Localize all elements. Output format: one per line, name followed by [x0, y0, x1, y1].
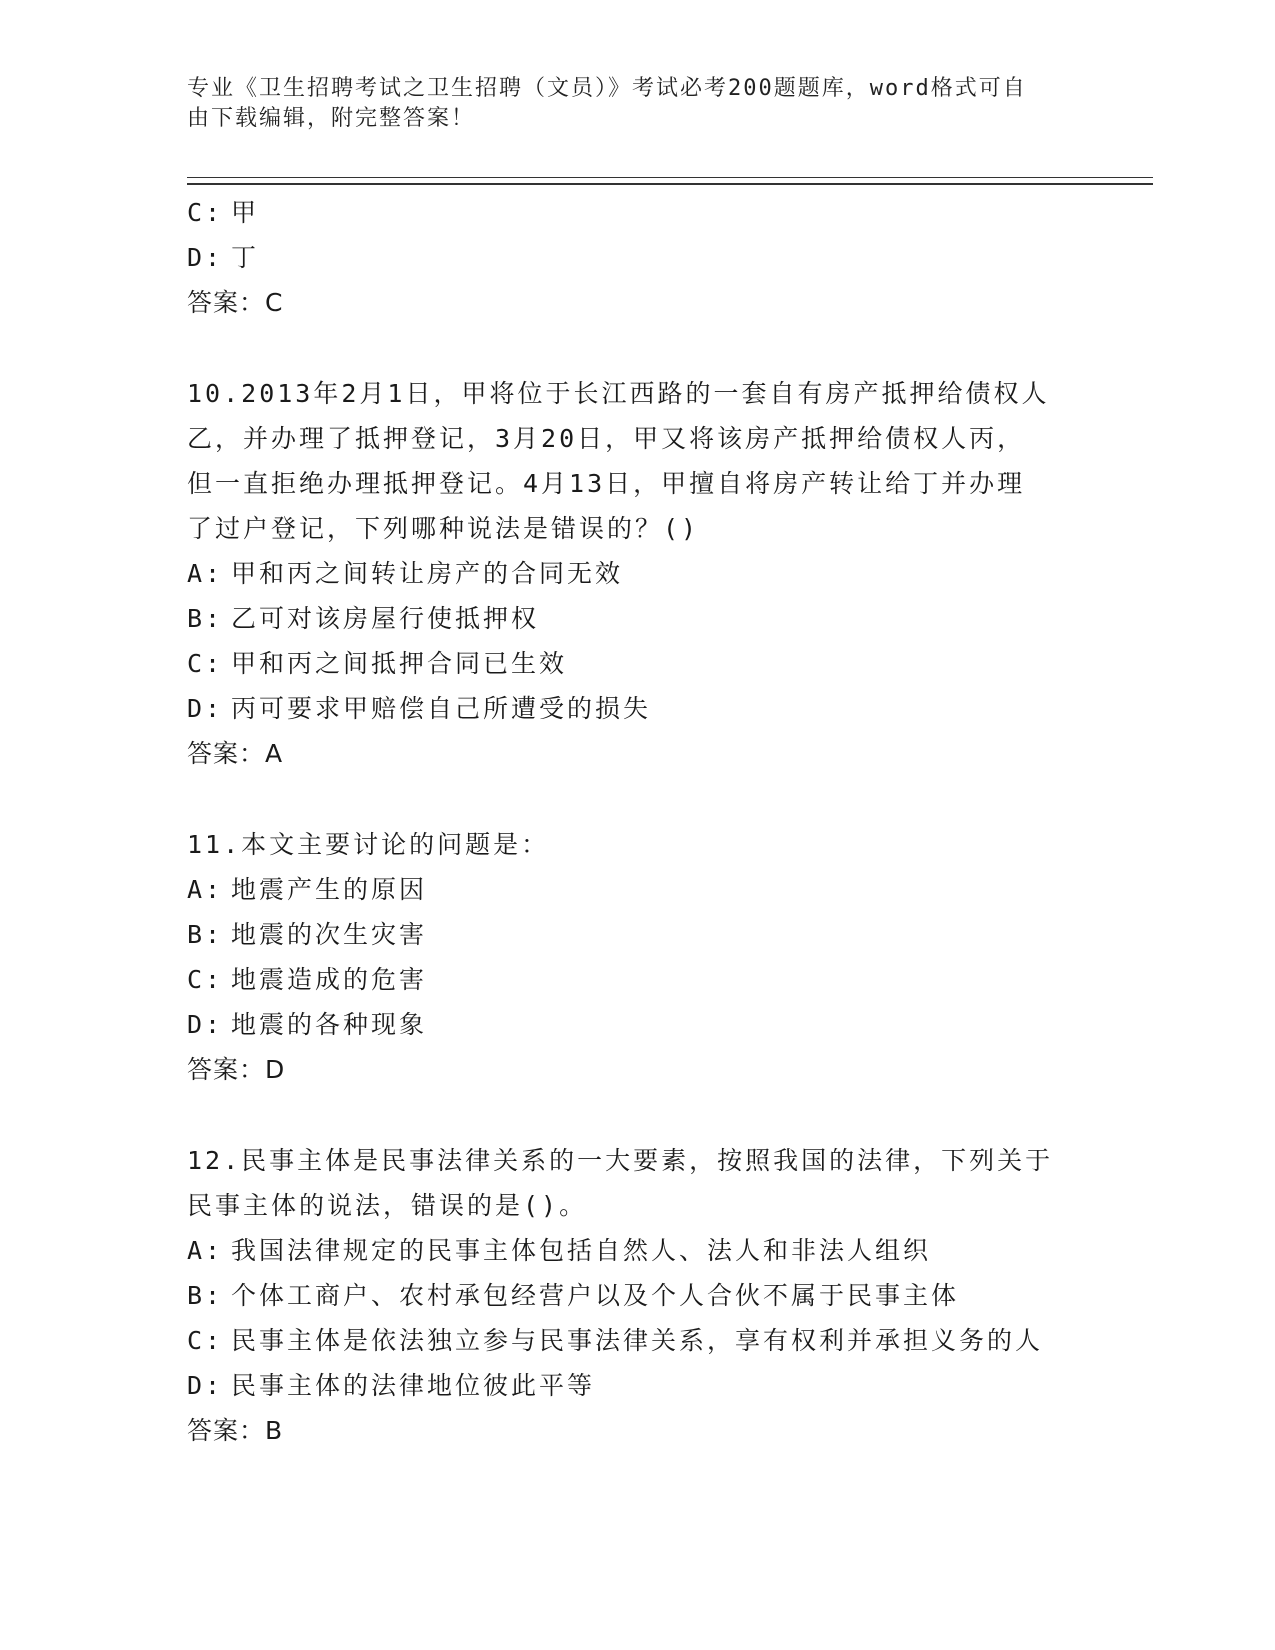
option-a: [187, 1228, 1087, 1273]
spacer: [187, 325, 1087, 371]
answer-line: 答案：D: [187, 1055, 286, 1084]
question-stem-line: 11.本文主要讨论的问题是：: [187, 830, 550, 859]
option-letter: B:: [187, 604, 224, 633]
question-11: [187, 822, 1087, 1092]
option-letter: C:: [187, 198, 224, 227]
option-letter: B:: [187, 1281, 224, 1310]
option-c: [187, 641, 1087, 686]
question-stem-line: 12.民事主体是民事法律关系的一大要素，按照我国的法律，下列关于: [187, 1146, 1054, 1175]
option-text: 我国法律规定的民事主体包括自然人、法人和非法人组织: [231, 1236, 932, 1265]
option-letter: B:: [187, 920, 224, 949]
spacer: [187, 776, 1087, 822]
option-text: 甲和丙之间转让房产的合同无效: [231, 559, 624, 588]
option-letter: D:: [187, 243, 224, 272]
option-text: 地震造成的危害: [231, 965, 428, 994]
option-text: 乙可对该房屋行使抵押权: [231, 604, 540, 633]
option-d: [187, 235, 1087, 280]
option-d: [187, 1363, 1087, 1408]
option-d: [187, 686, 1087, 731]
option-letter: D:: [187, 694, 224, 723]
question-list: [187, 190, 1087, 1453]
option-letter: A:: [187, 1236, 224, 1265]
option-text: 地震的次生灾害: [231, 920, 428, 949]
option-c: [187, 190, 1087, 235]
document-header: [187, 74, 1087, 134]
question-stem-line: 但一直拒绝办理抵押登记。4月13日，甲擅自将房产转让给丁并办理: [187, 469, 1026, 498]
option-letter: A:: [187, 875, 224, 904]
question-12: [187, 1138, 1087, 1453]
option-text: 丙可要求甲赔偿自己所遭受的损失: [231, 694, 652, 723]
option-text: 民事主体是依法独立参与民事法律关系，享有权利并承担义务的人: [231, 1326, 1044, 1355]
option-text: 甲和丙之间抵押合同已生效: [231, 649, 568, 678]
option-letter: C:: [187, 1326, 224, 1355]
question-stem-line: 民事主体的说法，错误的是()。: [187, 1191, 588, 1220]
option-c: [187, 1318, 1087, 1363]
option-d: [187, 1002, 1087, 1047]
question-stem-line: 乙，并办理了抵押登记，3月20日，甲又将该房产抵押给债权人丙，: [187, 424, 1026, 453]
option-b: [187, 912, 1087, 957]
option-b: [187, 596, 1087, 641]
answer-line: 答案：C: [187, 288, 284, 317]
answer-line: 答案：B: [187, 1416, 284, 1445]
option-a: [187, 551, 1087, 596]
option-text: 个体工商户、农村承包经营户以及个人合伙不属于民事主体: [231, 1281, 960, 1310]
option-letter: D:: [187, 1010, 224, 1039]
question-stem-line: 了过户登记，下列哪种说法是错误的？(): [187, 514, 700, 543]
option-letter: C:: [187, 649, 224, 678]
option-text: 丁: [231, 243, 260, 272]
option-b: [187, 1273, 1087, 1318]
option-c: [187, 957, 1087, 1002]
option-letter: C:: [187, 965, 224, 994]
option-letter: A:: [187, 559, 224, 588]
question-10: [187, 371, 1087, 776]
option-text: 民事主体的法律地位彼此平等: [231, 1371, 596, 1400]
option-text: 地震产生的原因: [231, 875, 428, 904]
question-9-tail: [187, 190, 1087, 325]
header-line-2: 由下载编辑，附完整答案！: [187, 106, 476, 131]
option-a: [187, 867, 1087, 912]
header-line-1: 专业《卫生招聘考试之卫生招聘（文员）》考试必考200题题库，word格式可自: [187, 76, 1027, 101]
header-divider: [187, 177, 1153, 185]
question-stem-line: 10.2013年2月1日，甲将位于长江西路的一套自有房产抵押给债权人: [187, 379, 1050, 408]
spacer: [187, 1092, 1087, 1138]
option-text: 甲: [231, 198, 260, 227]
option-letter: D:: [187, 1371, 224, 1400]
answer-line: 答案：A: [187, 739, 284, 768]
option-text: 地震的各种现象: [231, 1010, 428, 1039]
